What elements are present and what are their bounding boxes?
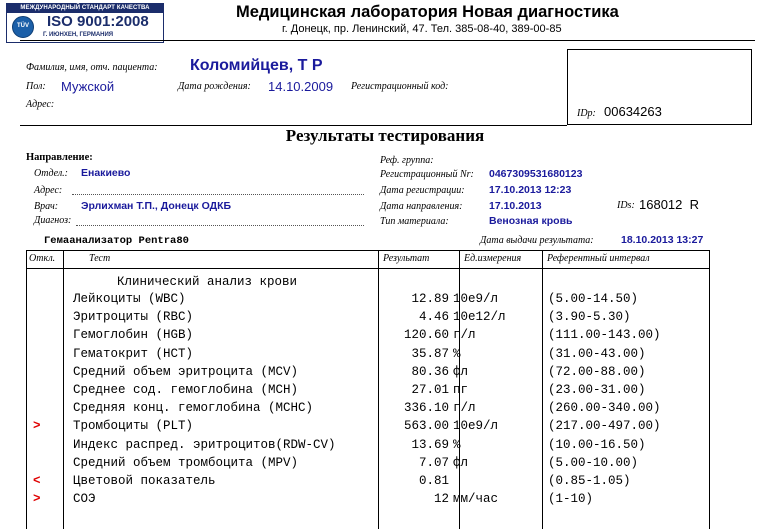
ref-date-label: Дата направления: [380, 201, 463, 212]
deviation-flag: > [33, 492, 41, 507]
test-name: Лейкоциты (WBC) [73, 292, 186, 306]
test-unit: г/л [453, 328, 476, 343]
reference-interval: (5.00-10.00) [548, 455, 639, 470]
col-header-test: Тест [89, 253, 111, 264]
col-header-result: Результат [383, 253, 430, 264]
test-result: 0.81 [418, 474, 449, 488]
table-col-divider [63, 250, 64, 529]
test-result: 336.10 [403, 401, 449, 416]
test-unit: % [453, 437, 461, 452]
reg-date-label: Дата регистрации: [380, 185, 465, 196]
ref-group-label: Реф. группа: [380, 155, 434, 166]
patient-address-label: Адрес: [26, 99, 55, 110]
iso-badge-sub-text: Г. ИЮНХЕН, ГЕРМАНИЯ [43, 32, 114, 38]
test-name: СОЭ [73, 492, 96, 507]
issue-date-value: 18.10.2013 13:27 [621, 234, 704, 246]
test-result: 35.87 [411, 346, 449, 361]
ref-date-value: 17.10.2013 [489, 200, 542, 212]
deviation-flag: < [33, 474, 41, 488]
referral-heading: Направление: [26, 152, 93, 163]
table-col-divider [542, 250, 543, 529]
test-name: Гематокрит (HCT) [73, 346, 194, 361]
test-result: 7.07 [418, 455, 449, 470]
test-unit: 10e9/л [453, 292, 499, 306]
reference-interval: (0.85-1.05) [548, 474, 631, 488]
patient-idp: 00634263 [604, 104, 662, 119]
patient-sex: Мужской [61, 79, 115, 94]
test-name: Эритроциты (RBC) [73, 310, 194, 325]
reference-interval: (1-10) [548, 492, 594, 507]
doctor-value: Эрлихман Т.П., Донецк ОДКБ [81, 200, 232, 212]
reference-interval: (72.00-88.00) [548, 364, 646, 379]
material-label: Тип материала: [380, 216, 449, 227]
diagnosis-line [76, 225, 364, 226]
dob-label: Дата рождения: [178, 81, 251, 92]
reg-nr-value: 0467309531680123 [489, 168, 583, 180]
deviation-flag: > [33, 419, 41, 434]
referral-address-label: Адрес: [34, 185, 63, 196]
referral-address-line [72, 194, 364, 195]
reg-code-label: Регистрационный код: [351, 81, 449, 92]
test-result: 12 [433, 492, 449, 507]
test-unit: пг [453, 383, 469, 397]
ids-value: 168012 R [639, 197, 699, 212]
reference-interval: (260.00-340.00) [548, 401, 661, 416]
table-section-title: Клинический анализ крови [117, 275, 298, 289]
test-name: Гемоглобин (HGB) [73, 328, 194, 343]
test-unit: % [453, 346, 461, 361]
test-name: Средняя конц. гемоглобина (MCHC) [73, 401, 314, 416]
test-result: 12.89 [411, 292, 449, 306]
reference-interval: (3.90-5.30) [548, 310, 631, 325]
idp-label: IDp: [577, 108, 596, 119]
patient-dob: 14.10.2009 [268, 79, 334, 94]
iso-badge-main-text: ISO 9001:2008 [47, 13, 149, 30]
doctor-label: Врач: [34, 201, 59, 212]
test-unit: 10e9/л [453, 419, 499, 434]
results-title: Результаты тестирования [285, 126, 485, 145]
test-name: Индекс распред. эритроцитов(RDW-CV) [73, 437, 336, 452]
iso-certification-badge [6, 3, 164, 43]
test-unit: фл [453, 364, 469, 379]
test-unit: 10e12/л [453, 310, 506, 325]
reg-date-value: 17.10.2013 12:23 [489, 184, 572, 196]
test-name: Средний объем эритроцита (MCV) [73, 364, 299, 379]
header-divider [20, 40, 755, 41]
reg-nr-label: Регистрационный Nr: [380, 169, 474, 180]
test-result: 4.46 [418, 310, 449, 325]
reference-interval: (5.00-14.50) [548, 292, 639, 306]
reference-interval: (111.00-143.00) [548, 328, 661, 343]
reference-interval: (10.00-16.50) [548, 437, 646, 452]
ids-label: IDs: [617, 200, 635, 211]
reference-interval: (31.00-43.00) [548, 346, 646, 361]
department-value: Енакиево [81, 167, 131, 179]
table-header-divider [26, 268, 710, 269]
col-header-unit: Ед.измерения [464, 253, 522, 264]
test-result: 27.01 [411, 383, 449, 397]
test-unit: г/л [453, 401, 476, 416]
lab-address: г. Донецк, пр. Ленинский, 47. Тел. 385-08-40, 389-00-85 [282, 23, 562, 35]
test-name: Цветовой показатель [73, 474, 216, 488]
test-result: 120.60 [403, 328, 449, 343]
department-label: Отдел.: [34, 168, 69, 179]
reference-interval: (217.00-497.00) [548, 419, 661, 434]
tuv-logo-icon: TÜV [12, 16, 34, 38]
col-header-flag: Откл. [29, 253, 56, 264]
test-name: Средний объем тромбоцита (MPV) [73, 455, 299, 470]
iso-badge-top-text: МЕЖДУНАРОДНЫЙ СТАНДАРТ КАЧЕСТВА [7, 4, 163, 13]
reference-interval: (23.00-31.00) [548, 383, 646, 397]
material-value: Венозная кровь [489, 215, 573, 227]
test-unit: фл [453, 455, 469, 470]
patient-name: Коломийцев, Т Р [190, 57, 323, 74]
patient-name-label: Фамилия, имя, отч. пациента: [26, 62, 158, 73]
col-header-ref: Референтный интервал [547, 253, 650, 264]
test-name: Тромбоциты (PLT) [73, 419, 194, 434]
test-name: Среднее сод. гемоглобина (MCH) [73, 383, 299, 397]
lab-title: Медицинская лаборатория Новая диагностика [236, 3, 619, 21]
sex-label: Пол: [26, 81, 46, 92]
test-result: 80.36 [411, 364, 449, 379]
test-unit: мм/час [453, 492, 499, 507]
test-result: 563.00 [403, 419, 449, 434]
test-result: 13.69 [411, 437, 449, 452]
issue-date-label: Дата выдачи результата: [480, 235, 594, 246]
diagnosis-label: Диагноз: [34, 215, 72, 226]
analyzer-name: Гемаанализатор Pentra80 [44, 235, 189, 247]
